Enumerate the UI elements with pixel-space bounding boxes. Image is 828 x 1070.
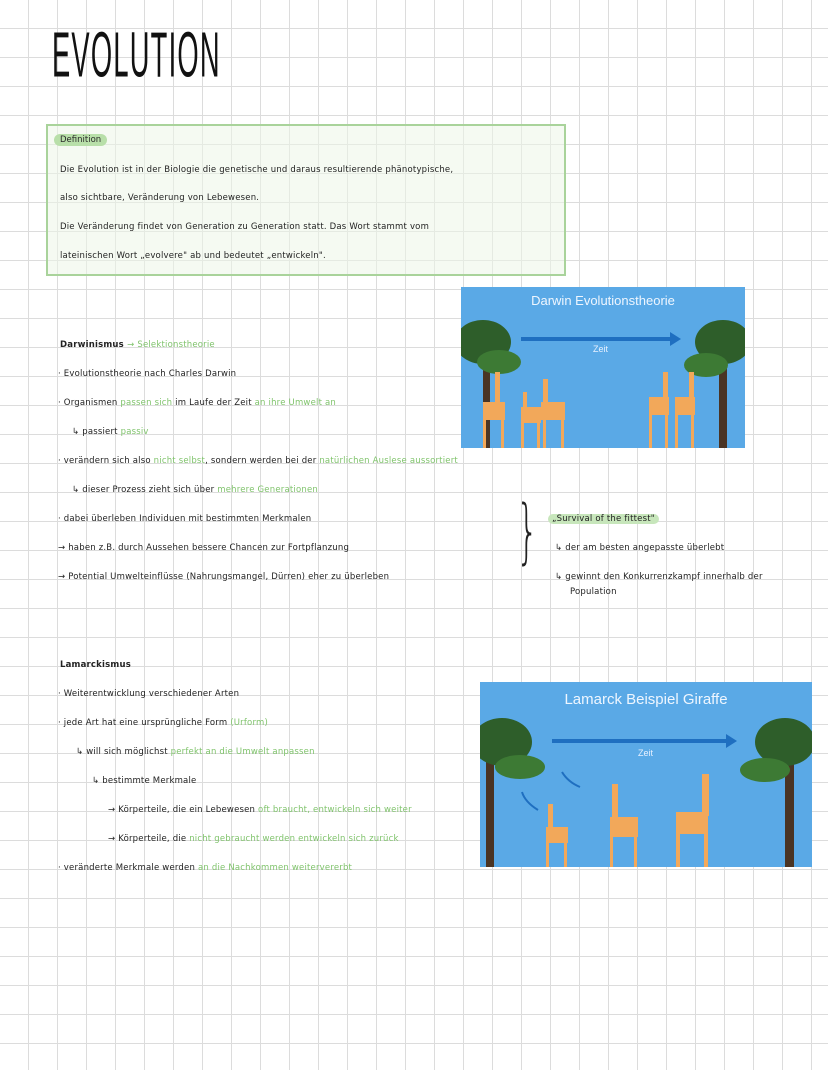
highlight-text: passen sich [120, 398, 173, 408]
definition-line: lateinischen Wort „evolvere" ab und bedeutet „entwickeln". [60, 251, 326, 261]
highlight-text: passiv [120, 427, 149, 437]
lamarck-heading-text: Lamarckismus [60, 660, 131, 670]
note-text: ↳ bestimmte Merkmale [92, 776, 197, 786]
lamarck-image [480, 682, 812, 867]
definition-label: Definition [54, 134, 107, 146]
highlight-text: natürlichen Auslese aussortiert [319, 456, 458, 466]
survival-title-text: „Survival of the fittest" [548, 514, 659, 524]
time-label: Zeit [593, 344, 609, 354]
note-text: → haben z.B. durch Aussehen bessere Chancen zur Fortpflanzung [58, 543, 350, 553]
note-line [58, 514, 311, 524]
darwin-heading-text: Darwinismus [60, 340, 124, 350]
darwin-image [461, 287, 745, 448]
note-text: , sondern werden bei der [205, 456, 320, 466]
darwin-heading-note: → Selektionstheorie [127, 340, 215, 350]
note-line [72, 485, 318, 495]
survival-point: ↳ gewinnt den Konkurrenzkampf innerhalb der [555, 572, 763, 582]
note-text: → Körperteile, die [108, 834, 190, 844]
note-text: · verändern sich also [58, 456, 154, 466]
highlight-text: nicht gebraucht werden entwickeln sich zurück [189, 834, 399, 844]
definition-line: Die Veränderung findet von Generation zu Generation statt. Das Wort stammt vom [60, 222, 430, 232]
note-line [58, 689, 239, 699]
time-label: Zeit [638, 748, 654, 758]
note-text: · Evolutionstheorie nach Charles Darwin [58, 369, 237, 379]
highlight-text: perfekt an die Umwelt anpassen [170, 747, 315, 757]
highlight-text: nicht selbst [153, 456, 206, 466]
note-line [58, 398, 336, 408]
note-line [108, 805, 412, 815]
survival-title [548, 514, 659, 524]
highlight-text: an ihre Umwelt an [254, 398, 337, 408]
note-text: · dabei überleben Individuen mit bestimmten Merkmalen [58, 514, 312, 524]
note-text: · jede Art hat eine ursprüngliche Form [58, 718, 231, 728]
note-line [108, 834, 399, 844]
note-text: ↳ will sich möglichst [76, 747, 171, 757]
note-line [58, 572, 389, 582]
lamarck-image-caption: Lamarck Beispiel Giraffe [564, 691, 728, 708]
note-line [58, 369, 236, 379]
survival-point: ↳ der am besten angepasste überlebt [555, 543, 725, 553]
highlight-text: oft braucht, entwickeln sich weiter [258, 805, 412, 815]
definition-line: Die Evolution ist in der Biologie die genetische und daraus resultierende phänotypische, [60, 165, 454, 175]
survival-point: Population [570, 587, 617, 597]
darwin-image-caption: Darwin Evolutionstheorie [531, 293, 675, 308]
note-text: → Potential Umwelteinflüsse (Nahrungsmangel, Dürren) eher zu überleben [58, 572, 390, 582]
note-line [58, 456, 458, 466]
giraffe-illustration [461, 287, 745, 448]
definition-line: also sichtbare, Veränderung von Lebewesen. [60, 193, 260, 203]
highlight-text: mehrere Generationen [217, 485, 318, 495]
brace-icon: } [516, 490, 539, 572]
note-line [58, 718, 268, 728]
note-text: ↳ dieser Prozess zieht sich über [72, 485, 218, 495]
darwin-heading [60, 340, 215, 350]
note-line [92, 776, 196, 786]
giraffe-illustration [480, 682, 812, 867]
note-text: im Laufe der Zeit [172, 398, 255, 408]
note-text: · Organismen [58, 398, 121, 408]
note-line [76, 747, 315, 757]
note-text: · veränderte Merkmale werden [58, 863, 198, 873]
highlight-text: an die Nachkommen weitervererbt [197, 863, 353, 873]
note-text: · Weiterentwicklung verschiedener Arten [58, 689, 240, 699]
note-line [58, 543, 349, 553]
lamarck-heading [60, 660, 131, 670]
note-text: ↳ passiert [72, 427, 121, 437]
page-title: EVOLUTION [52, 20, 221, 92]
note-text: → Körperteile, die ein Lebewesen [108, 805, 259, 815]
highlight-text: (Urform) [230, 718, 268, 728]
note-line [72, 427, 149, 437]
note-line [58, 863, 352, 873]
